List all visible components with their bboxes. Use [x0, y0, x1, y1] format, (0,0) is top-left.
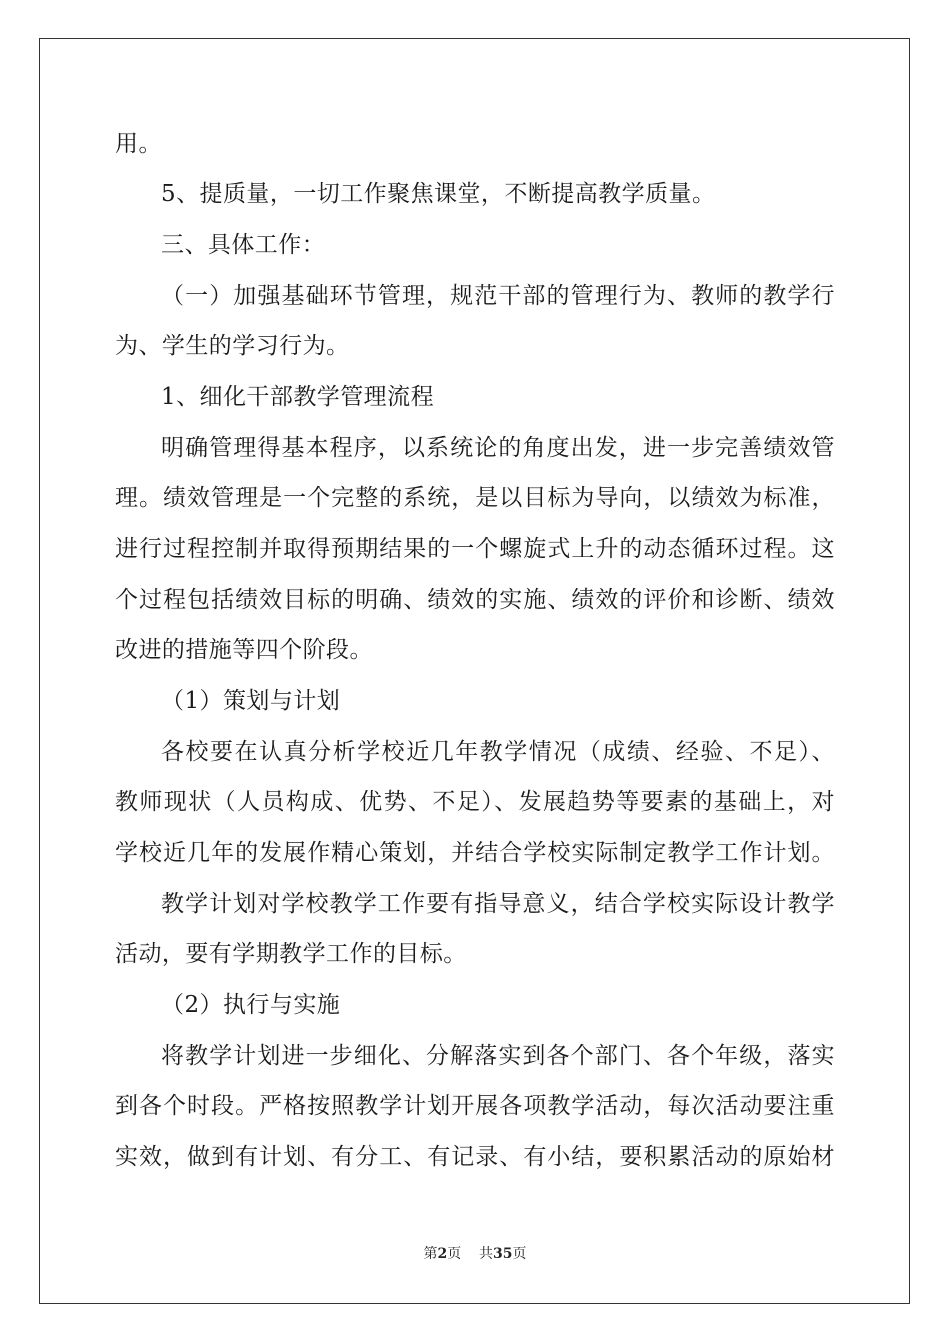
paragraph-line: 学校近几年的发展作精心策划，并结合学校实际制定教学工作计划。 — [115, 840, 835, 866]
paragraph-line: 活动，要有学期教学工作的目标。 — [115, 941, 467, 967]
page-suffix: 页 — [447, 1246, 462, 1262]
paragraph-line: 5、提质量，一切工作聚焦课堂，不断提高教学质量。 — [161, 181, 716, 207]
total-prefix: 共 — [479, 1246, 494, 1262]
paragraph-line: 实效，做到有计划、有分工、有记录、有小结，要积累活动的原始材 — [115, 1144, 835, 1170]
page-number: 2 — [437, 1246, 448, 1262]
paragraph-line: 明确管理得基本程序，以系统论的角度出发，进一步完善绩效管 — [161, 435, 835, 461]
paragraph-line: （一）加强基础环节管理，规范干部的管理行为、教师的教学行 — [161, 283, 835, 309]
paragraph-line: 到各个时段。严格按照教学计划开展各项教学活动，每次活动要注重 — [115, 1093, 835, 1119]
paragraph-line: 理。绩效管理是一个完整的系统，是以目标为导向，以绩效为标准， — [115, 485, 835, 511]
paragraph-line: 教学计划对学校教学工作要有指导意义，结合学校实际设计教学 — [161, 891, 835, 917]
paragraph-line: 用。 — [115, 131, 162, 157]
subsection-heading: （2）执行与实施 — [161, 992, 341, 1018]
paragraph-line: 教师现状（人员构成、优势、不足）、发展趋势等要素的基础上，对 — [115, 789, 835, 815]
paragraph-line: 进行过程控制并取得预期结果的一个螺旋式上升的动态循环过程。这 — [115, 536, 835, 562]
paragraph-line: 为、学生的学习行为。 — [115, 333, 350, 359]
paragraph-line: 改进的措施等四个阶段。 — [115, 637, 373, 663]
paragraph-line: 个过程包括绩效目标的明确、绩效的实施、绩效的评价和诊断、绩效 — [115, 587, 835, 613]
page-footer — [0, 1245, 950, 1263]
page-prefix: 第 — [423, 1246, 438, 1262]
subsection-heading: 1、细化干部教学管理流程 — [161, 384, 435, 410]
section-heading: 三、具体工作： — [161, 232, 326, 258]
paragraph-line: 各校要在认真分析学校近几年教学情况（成绩、经验、不足）、 — [161, 739, 835, 765]
total-suffix: 页 — [512, 1246, 527, 1262]
paragraph-line: 将教学计划进一步细化、分解落实到各个部门、各个年级，落实 — [161, 1043, 835, 1069]
total-pages: 35 — [493, 1246, 513, 1262]
subsection-heading: （1）策划与计划 — [161, 688, 341, 714]
